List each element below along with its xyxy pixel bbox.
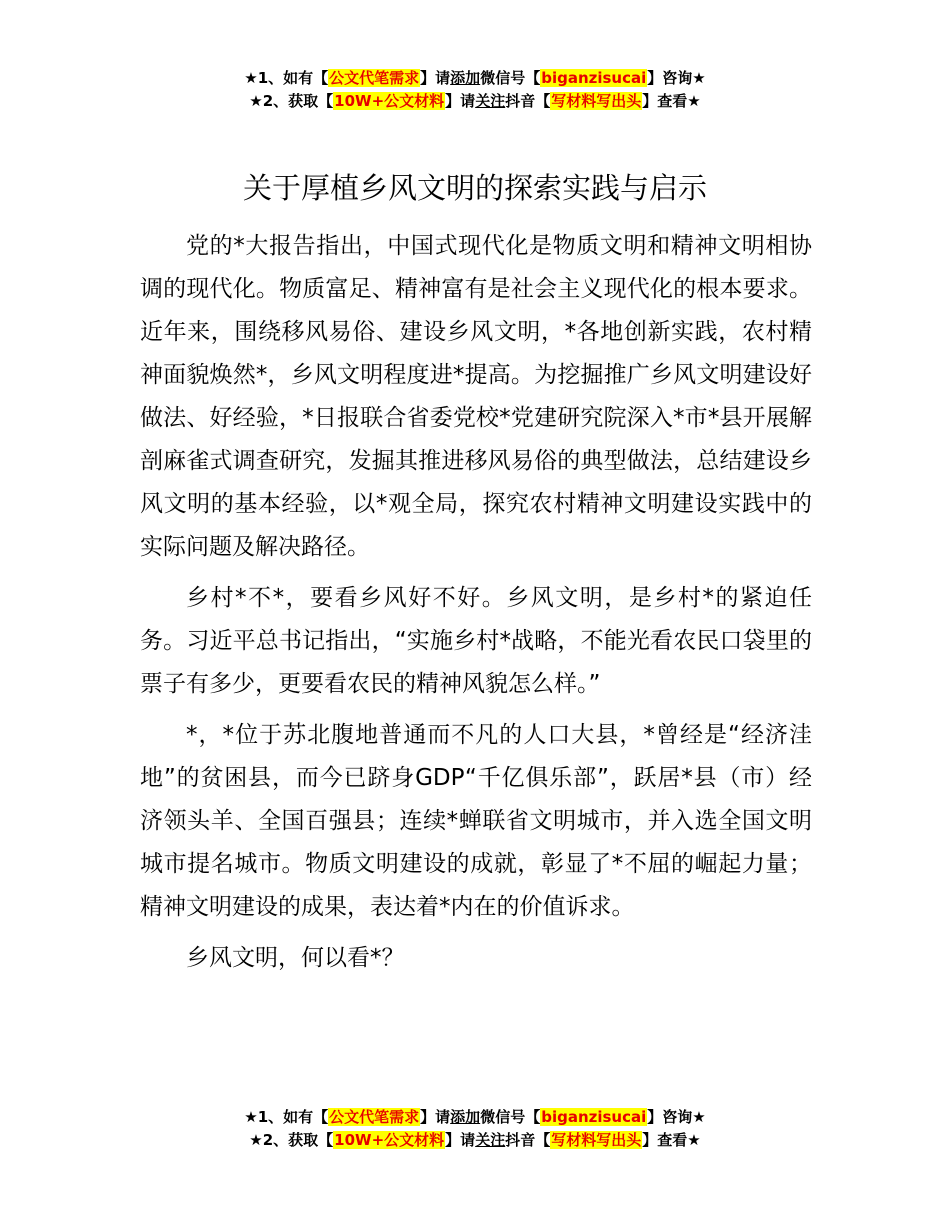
highlight-wechat-id: biganzisucai: [541, 1108, 647, 1126]
banner-text: 】咨询: [647, 69, 693, 87]
footer-banner: [0, 1106, 950, 1152]
banner-line-2: [0, 1129, 950, 1152]
banner-text: 微信号【: [480, 1108, 541, 1126]
banner-text: 抖音【: [505, 92, 551, 110]
banner-text: 抖音【: [505, 1131, 551, 1149]
document-title: 关于厚植乡风文明的探索实践与启示: [242, 171, 707, 205]
banner-text: 】请: [445, 92, 476, 110]
highlight-douyin-account: 写材料写出头: [551, 92, 642, 110]
underlined-text: 关注: [475, 1131, 506, 1149]
highlight-wechat-id: biganzisucai: [541, 69, 647, 87]
paragraph: 乡村*不*，要看乡风好不好。乡风文明，是乡村*的紧迫任务。习近平总书记指出，“实施乡村*战略，不能光看农民口袋里的票子有多少，更要看农民的精神风貌怎么样。”: [140, 585, 812, 697]
banner-text: 1、如有【: [257, 1108, 329, 1126]
underlined-text: 添加: [450, 1108, 481, 1126]
banner-text: 】查看: [642, 92, 688, 110]
banner-text: 微信号【: [480, 69, 541, 87]
star-icon: ★: [244, 69, 258, 87]
underlined-text: 关注: [475, 92, 506, 110]
banner-text: 1、如有【: [257, 69, 329, 87]
highlight-ghostwriting: 公文代笔需求: [329, 1108, 420, 1126]
paragraph: *，*位于苏北腹地普通而不凡的人口大县，*曾经是“经济洼地”的贫困县，而今已跻身GDP“千亿俱乐部”，跃居*县（市）经济领头羊、全国百强县；连续*蝉联省文明城市，并入选全国文明城市提名城市。物质文明建设的成就，彰显了*不屈的崛起力量；精神文明建设的成果，表达着*内在的价值诉求。: [140, 722, 812, 920]
star-icon: ★: [244, 1108, 258, 1126]
banner-text: 】查看: [642, 1131, 688, 1149]
underlined-text: 添加: [450, 69, 481, 87]
banner-line-1: [0, 1106, 950, 1129]
star-icon: ★: [249, 92, 263, 110]
highlight-ghostwriting: 公文代笔需求: [329, 69, 420, 87]
document-body: [140, 225, 812, 988]
highlight-materials: 10W+公文材料: [334, 92, 445, 110]
star-icon: ★: [692, 69, 706, 87]
star-icon: ★: [687, 92, 701, 110]
banner-text: 2、获取【: [262, 1131, 334, 1149]
highlight-materials: 10W+公文材料: [334, 1131, 445, 1149]
banner-text: 】请: [420, 1108, 451, 1126]
banner-line-1: [0, 67, 950, 90]
banner-text: 】咨询: [647, 1108, 693, 1126]
star-icon: ★: [687, 1131, 701, 1149]
paragraph: 党的*大报告指出，中国式现代化是物质文明和精神文明相协调的现代化。物质富足、精神富有是社会主义现代化的根本要求。近年来，围绕移风易俗、建设乡风文明，*各地创新实践，农村精神面貌焕然*，乡风文明程度进*提高。为挖掘推广乡风文明建设好做法、好经验，*日报联合省委党校*党建研究院深入*市*县开展解剖麻雀式调查研究，发掘其推进移风易俗的典型做法，总结建设乡风文明的基本经验，以*观全局，探究农村精神文明建设实践中的实际问题及解决路径。: [140, 233, 812, 560]
banner-text: 】请: [445, 1131, 476, 1149]
star-icon: ★: [692, 1108, 706, 1126]
banner-line-2: [0, 90, 950, 113]
highlight-douyin-account: 写材料写出头: [551, 1131, 642, 1149]
star-icon: ★: [249, 1131, 263, 1149]
banner-text: 2、获取【: [262, 92, 334, 110]
header-banner: [0, 67, 950, 113]
banner-text: 】请: [420, 69, 451, 87]
paragraph: 乡风文明，何以看*？: [186, 945, 405, 971]
